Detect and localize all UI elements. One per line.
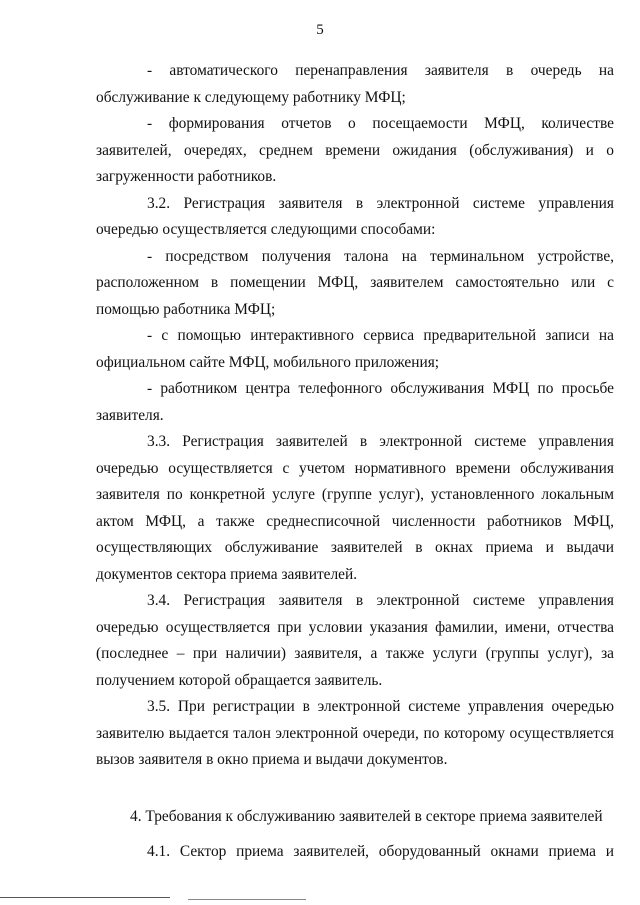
paragraph-terminal-ticket: - посредством получения талона на терминальном устройстве, расположенном в помещении МФЦ, заявителем самостоятельно или с помощью работника МФЦ;	[96, 247, 614, 318]
paragraph-online-booking: - с помощью интерактивного сервиса предварительной записи на официальном сайте МФЦ, мобильного приложения;	[96, 327, 614, 371]
page-number: 5	[316, 22, 324, 38]
paragraph-reports: - формирования отчетов о посещаемости МФЦ, количестве заявителей, очередях, среднем времени ожидания (обслуживания) и о загруженности работников.	[96, 115, 614, 185]
paragraph-3-5: 3.5. При регистрации в электронной системе управления очередью заявителю выдается талон электронной очереди, по которому осуществляется вызов заявителя в окно приема и выдачи документов.	[96, 698, 614, 768]
footer-divider-secondary	[188, 899, 306, 900]
paragraph-3-2: 3.2. Регистрация заявителя в электронной системе управления очередью осуществляется следующими способами:	[96, 194, 614, 238]
paragraph-4-1: 4.1. Сектор приема заявителей, оборудованный окнами приема и	[147, 843, 614, 860]
paragraph-3-4: 3.4. Регистрация заявителя в электронной системе управления очередью осуществляется при условии указания фамилии, имени, отчества (последнее – при наличии) заявителя, а также услуги (группы услуг), за получением которой обращается заявитель.	[96, 592, 614, 689]
paragraph-call-center: - работником центра телефонного обслуживания МФЦ по просьбе заявителя.	[96, 380, 614, 424]
footer-divider	[0, 897, 170, 898]
paragraph-3-3: 3.3. Регистрация заявителей в электронной системе управления очередью осуществляется с учетом нормативного времени обслуживания заявителя по конкретной услуге (группе услуг), установленного локальным актом МФЦ, а также среднесписочной численности работников МФЦ, осуществляющих обслуживание заявителей в окнах приема и выдачи документов сектора приема заявителей.	[96, 433, 614, 583]
paragraph-auto-redirect: - автоматического перенаправления заявителя в очередь на обслуживание к следующему работнику МФЦ;	[96, 62, 614, 106]
section-heading: 4. Требования к обслуживанию заявителей в секторе приема заявителей	[130, 807, 603, 825]
document-body	[96, 58, 614, 866]
